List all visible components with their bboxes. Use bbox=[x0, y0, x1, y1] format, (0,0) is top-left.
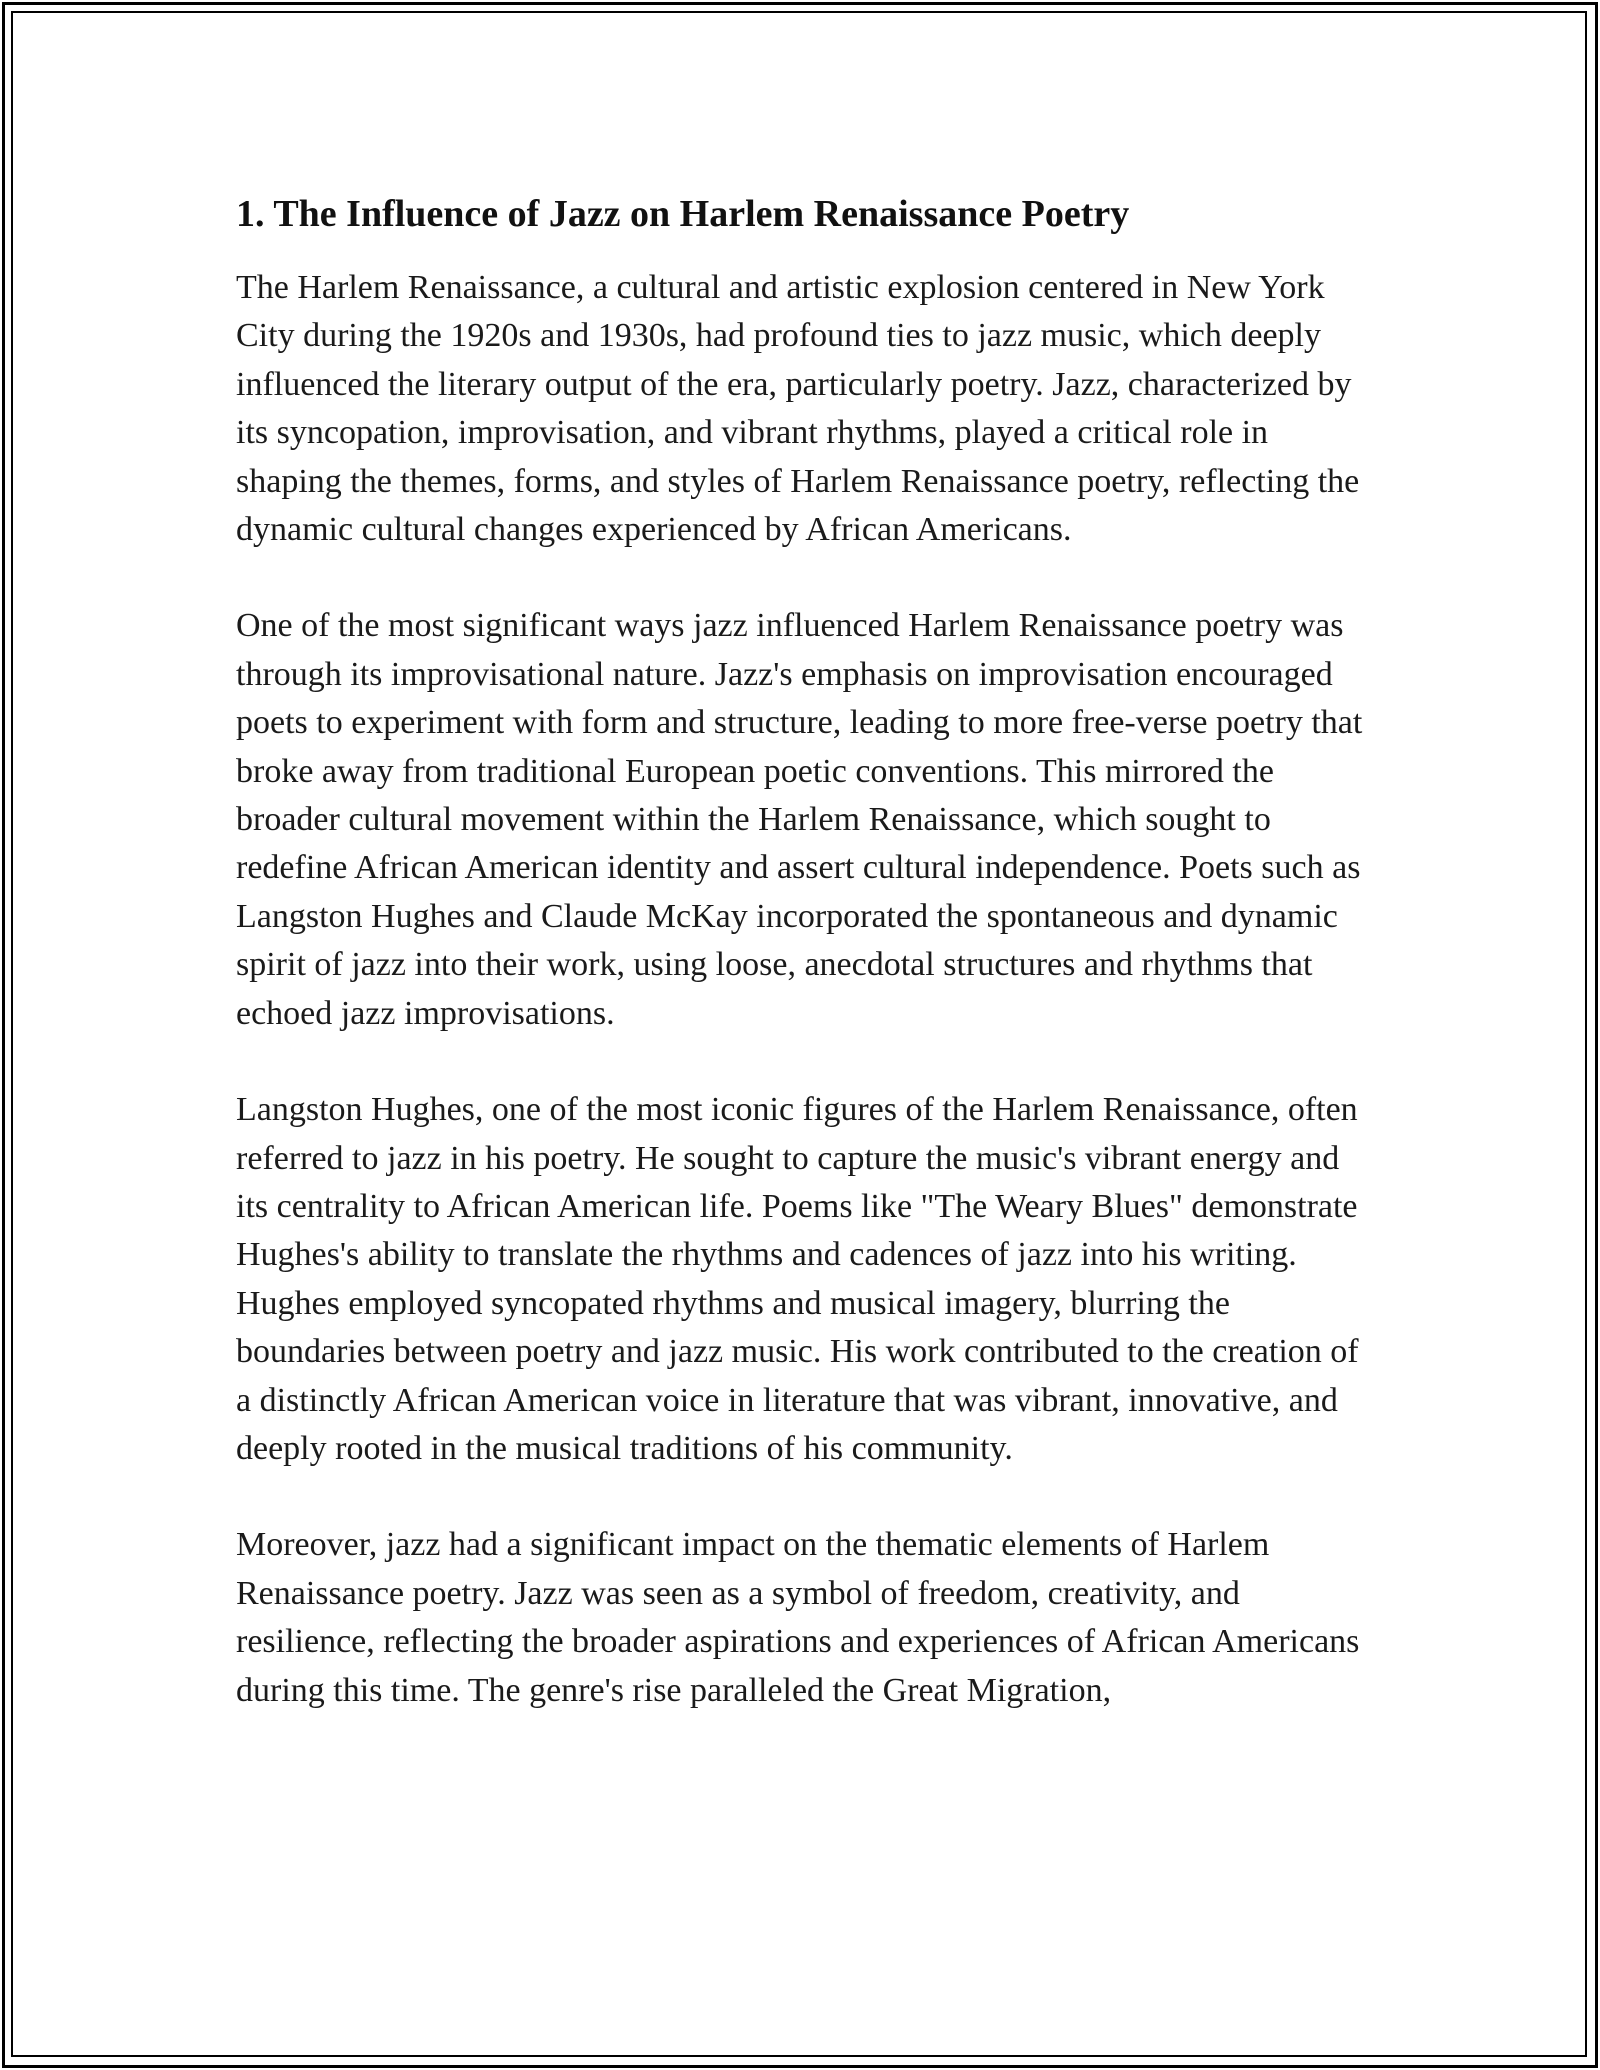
paragraph-1: The Harlem Renaissance, a cultural and artistic explosion centered in New York City during the 1920s and 1930s, had profound ties to jazz music, which deeply influenced the literary output of the era, particularly poetry. Jazz, characterized by its syncopation, improvisation, and vibrant rhythms, played a critical role in shaping the themes, forms, and styles of Harlem Renaissance poetry, reflecting the dynamic cultural changes experienced by African Americans. bbox=[236, 269, 1360, 549]
paragraph-4: Moreover, jazz had a significant impact on the thematic elements of Harlem Renaissance poetry. Jazz was seen as a symbol of freedom, creativity, and resilience, reflecting the broader aspirations and experiences of African Americans during this time. The genre's rise paralleled the Great Migration, bbox=[236, 1526, 1360, 1709]
document-body bbox=[236, 186, 1376, 1763]
paragraph-3: Langston Hughes, one of the most iconic figures of the Harlem Renaissance, often referred to jazz in his poetry. He sought to capture the music's vibrant energy and its centrality to African American life. Poems like "The Weary Blues" demonstrate Hughes's ability to translate the rhythms and cadences of jazz into his writing. Hughes employed syncopated rhythms and musical imagery, blurring the boundaries between poetry and jazz music. His work contributed to the creation of a distinctly African American voice in literature that was vibrant, innovative, and deeply rooted in the musical traditions of his community. bbox=[236, 1091, 1359, 1467]
section-heading: 1. The Influence of Jazz on Harlem Renaissance Poetry bbox=[236, 193, 1130, 235]
paragraph-2: One of the most significant ways jazz influenced Harlem Renaissance poetry was through its improvisational nature. Jazz's emphasis on improvisation encouraged poets to experiment with form and structure, leading to more free-verse poetry that broke away from traditional European poetic conventions. This mirrored the broader cultural movement within the Harlem Renaissance, which sought to redefine African American identity and assert cultural independence. Poets such as Langston Hughes and Claude McKay incorporated the spontaneous and dynamic spirit of jazz into their work, using loose, anecdotal structures and rhythms that echoed jazz improvisations. bbox=[236, 607, 1363, 1032]
